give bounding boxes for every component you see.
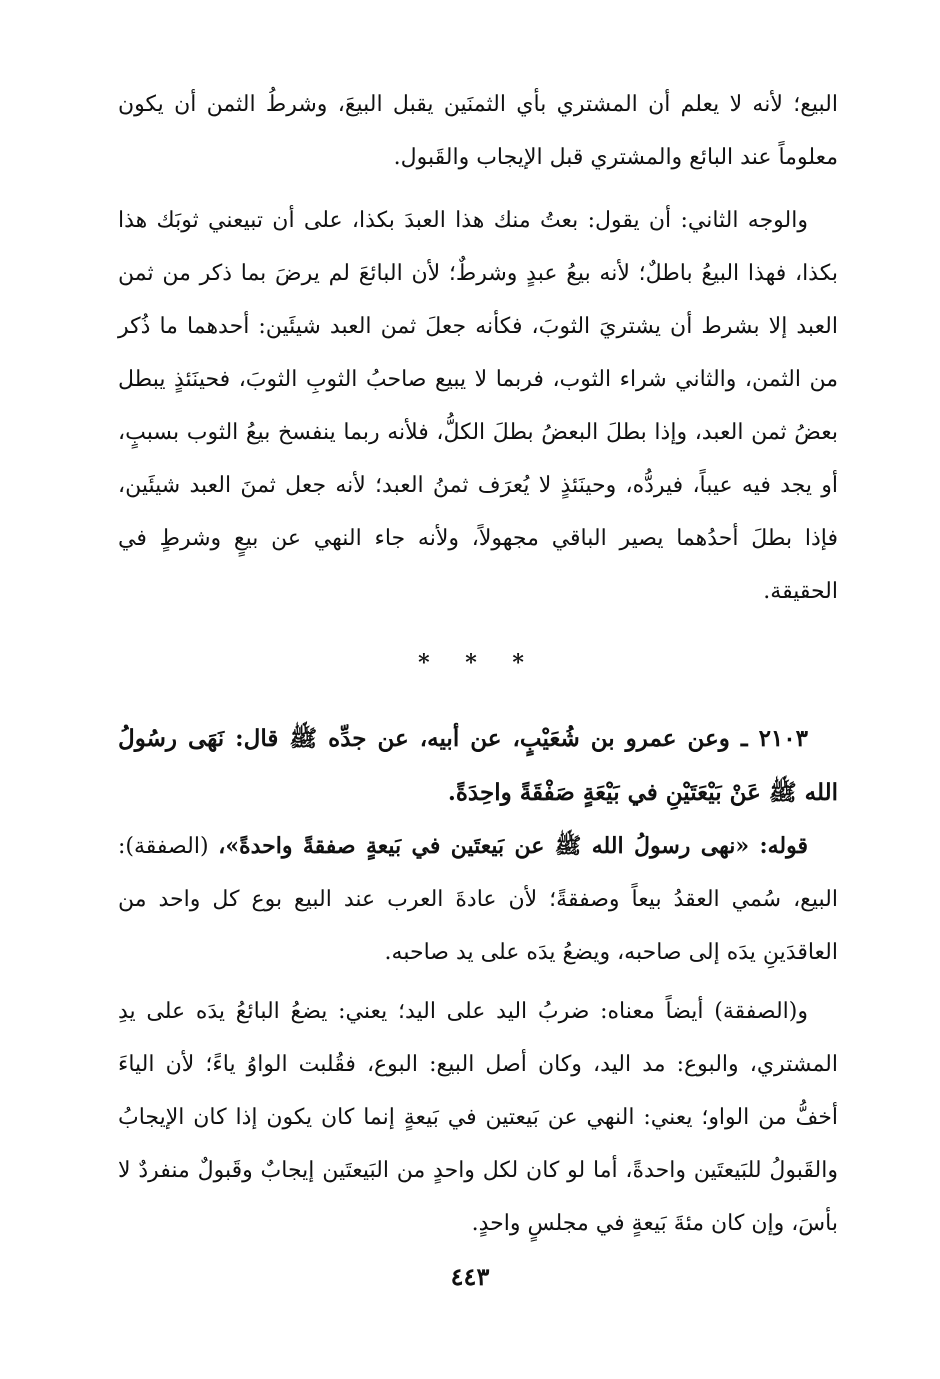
hadith-text: ٢١٠٣ ـ وعن عمرو بن شُعَيْبٍ، عن أبيه، عن جدِّه ﷺ قال: نَهَى رسُولُ الله ﷺ عَنْ بَيْعَتَيْنِ في بَيْعَةٍ صَفْقَةً واحِدَةً. [118,725,838,806]
page-number: ٤٤٣ [450,1262,490,1291]
section-separator: * * * [418,650,538,676]
paragraph-4: و(الصفقة) أيضاً معناه: ضربُ اليد على اليد؛ يعني: يضعُ البائعُ يدَه على يدِ المشتري، والبوع: مد اليد، وكان أصل البيع: البوع، فقُلبت الواوُ ياءً؛ لأن الياءَ أخفُّ من الواو؛ يعني: النهي عن بَيعتين في بَيعةٍ إنما كان يكون إذا كان الإيجابُ والقَبولُ للبَيعتَين واحدةً، أما لو كان لكل واحدٍ من البَيعتَين إيجابٌ وقَبولٌ منفردٌ لا بأسَ، وإن كان مئةَ بَيعةٍ في مجلسٍ واحدٍ. [118,999,838,1236]
paragraph-2: والوجه الثاني: أن يقول: بعتُ منك هذا العبدَ بكذا، على أن تبيعني ثوبَك هذا بكذا، فهذا البيعُ باطلٌ؛ لأنه بيعُ عبدٍ وشرطٌ؛ لأن البائعَ لم يرضَ بما ذكر من ثمن العبد إلا بشرط أن يشتريَ الثوبَ، فكأنه جعلَ ثمن العبد شيئَين: أحدهما ما ذُكر من الثمن، والثاني شراء الثوب، فربما لا يبيع صاحبُ الثوبِ الثوبَ، فحينَئذٍ يبطل بعضُ ثمن العبد، وإذا بطلَ البعضُ بطلَ الكلُّ، فلأنه ربما ينفسخ بيعُ الثوب بسببٍ، أو يجد فيه عيباً، فيردُّه، وحينَئذٍ لا يُعرَف ثمنُ العبد؛ لأنه جعل ثمنَ العبد شيئَين، فإذا بطلَ أحدُهما يصير الباقي مجهولاً، ولأنه جاء النهي عن بيعٍ وشرطٍ في الحقيقة. [118,208,838,604]
paragraph-3 [118,820,838,979]
commentary-text: (الصفقة): البيع، سُمي العقدُ بيعاً وصفقةً؛ لأن عادةَ العرب عند البيع بوع كل واحد من العاقدَينِ يدَه إلى صاحبه، ويضعُ يدَه على يد صاحبه. [118,834,838,965]
commentary-quote: قوله: «نهى رسولُ الله ﷺ عن بَيعتَين في بَيعةٍ صفقةً واحدةً»، [218,833,808,859]
page-body [118,78,838,1250]
paragraph-1: البيع؛ لأنه لا يعلم أن المشتري بأي الثمنَين يقبل البيعَ، وشرطُ الثمن أن يكون معلوماً عند البائع والمشتري قبل الإيجاب والقَبول. [118,92,838,170]
